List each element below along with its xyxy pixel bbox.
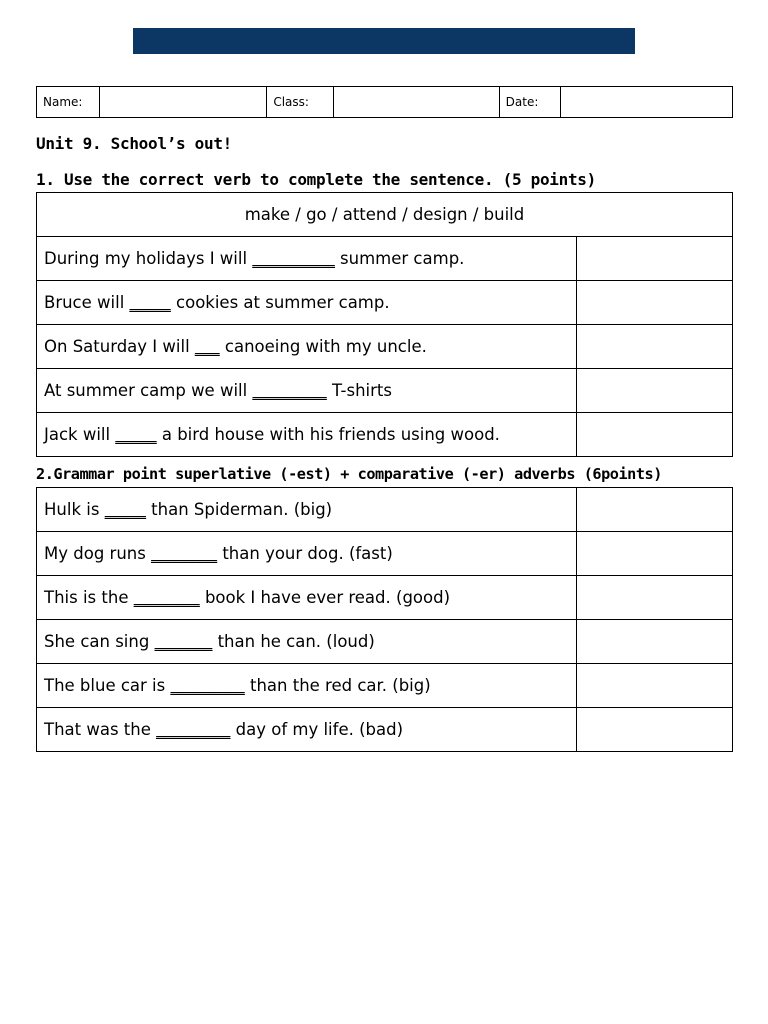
section2-table [36, 487, 733, 752]
header-banner [133, 28, 635, 54]
table-row [37, 413, 733, 457]
sentence: Jack will _____ a bird house with his friends using wood. [37, 413, 577, 457]
answer-cell[interactable] [577, 576, 733, 620]
blank: ___ [194, 337, 220, 356]
blank: _________ [252, 381, 327, 400]
answer-cell[interactable] [577, 664, 733, 708]
date-label: Date: [499, 87, 560, 118]
blank: _______ [154, 632, 213, 651]
table-row [37, 576, 733, 620]
blank: _________ [156, 720, 231, 739]
sentence: Bruce will _____ cookies at summer camp. [37, 281, 577, 325]
blank: __________ [252, 249, 335, 268]
table-row [37, 237, 733, 281]
table-row [37, 488, 733, 532]
sentence: On Saturday I will ___ canoeing with my uncle. [37, 325, 577, 369]
answer-cell[interactable] [577, 369, 733, 413]
class-label: Class: [267, 87, 334, 118]
unit-title: Unit 9. School’s out! [36, 134, 232, 153]
word-bank: make / go / attend / design / build [37, 193, 733, 237]
section1-table [36, 192, 733, 457]
sentence: Hulk is _____ than Spiderman. (big) [37, 488, 577, 532]
answer-cell[interactable] [577, 237, 733, 281]
sentence: The blue car is _________ than the red car. (big) [37, 664, 577, 708]
answer-cell[interactable] [577, 708, 733, 752]
blank: _____ [129, 293, 171, 312]
name-field[interactable] [99, 87, 266, 118]
table-row [37, 281, 733, 325]
answer-cell[interactable] [577, 488, 733, 532]
section1-title: 1. Use the correct verb to complete the sentence. (5 points) [36, 170, 596, 189]
blank: _____ [115, 425, 157, 444]
sentence: My dog runs ________ than your dog. (fast) [37, 532, 577, 576]
sentence: During my holidays I will __________ summer camp. [37, 237, 577, 281]
name-label: Name: [37, 87, 100, 118]
sentence: That was the _________ day of my life. (bad) [37, 708, 577, 752]
blank: _____ [104, 500, 146, 519]
answer-cell[interactable] [577, 413, 733, 457]
table-row [37, 532, 733, 576]
class-field[interactable] [334, 87, 499, 118]
table-row [37, 620, 733, 664]
blank: _________ [170, 676, 245, 695]
section2-title: 2.Grammar point superlative (-est) + comparative (-er) adverbs (6points) [36, 465, 662, 483]
student-info-table [36, 86, 733, 118]
answer-cell[interactable] [577, 281, 733, 325]
table-row [37, 369, 733, 413]
date-field[interactable] [560, 87, 732, 118]
table-row [37, 708, 733, 752]
sentence: She can sing _______ than he can. (loud) [37, 620, 577, 664]
answer-cell[interactable] [577, 620, 733, 664]
answer-cell[interactable] [577, 532, 733, 576]
answer-cell[interactable] [577, 325, 733, 369]
table-row [37, 664, 733, 708]
table-row [37, 325, 733, 369]
sentence: This is the ________ book I have ever read. (good) [37, 576, 577, 620]
blank: ________ [133, 588, 200, 607]
sentence: At summer camp we will _________ T-shirts [37, 369, 577, 413]
blank: ________ [151, 544, 218, 563]
